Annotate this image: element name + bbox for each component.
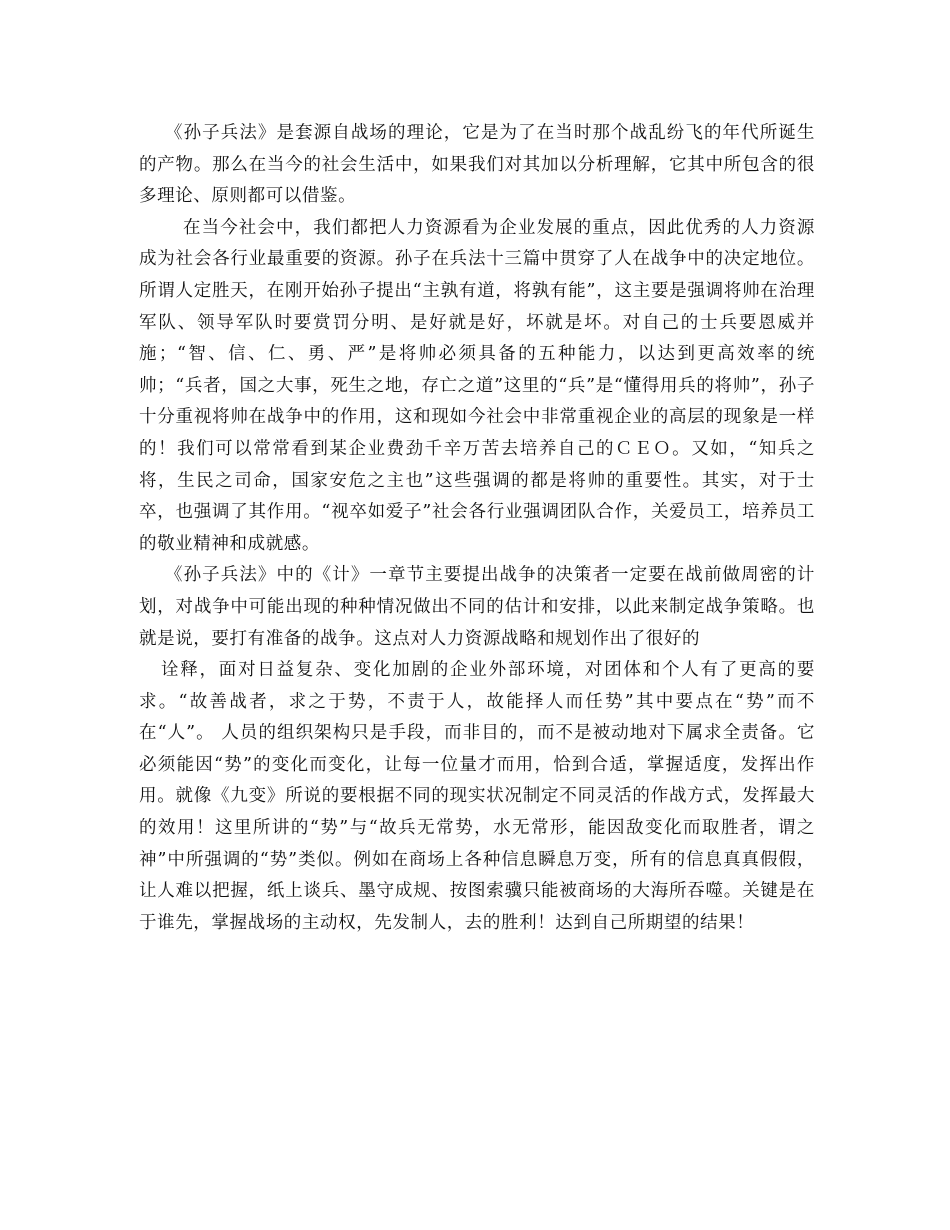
paragraph-planning: 《孙子兵法》中的《计》一章节主要提出战争的决策者一定要在战前做周密的计划，对战争中可能出现的种种情况做出不同的估计和安排，以此来制定战争策略。也就是说，要打有准备的战争。这点对人力资源战略和规划作出了很好的 — [139, 565, 815, 649]
paragraph-human-resources: 在当今社会中，我们都把人力资源看为企业发展的重点，因此优秀的人力资源成为社会各行业最重要的资源。孙子在兵法十三篇中贯穿了人在战争中的决定地位。所谓人定胜天，在刚开始孙子提出“主孰有道，将孰有能”，这主要是强调将帅在治理军队、领导军队时要赏罚分明、是好就是好，坏就是坏。对自己的士兵要恩威并施；“智、信、仁、勇、严”是将帅必须具备的五种能力，以达到更高效率的统帅；“兵者，国之大事，死生之地，存亡之道”这里的“兵”是“懂得用兵的将帅”，孙子十分重视将帅在战争中的作用，这和现如今社会中非常重视企业的高层的现象是一样的！我们可以常常看到某企业费劲千辛万苦去培养自己的ＣＥＯ。又如，“知兵之将，生民之司命，国家安危之主也”这些强调的都是将帅的重要性。其实，对于士卒，也强调了其作用。“视卒如爱子”社会各行业强调团队合作，关爱员工，培养员工的敬业精神和成就感。 — [139, 217, 815, 554]
paragraph-intro: 《孙子兵法》是套源自战场的理论，它是为了在当时那个战乱纷飞的年代所诞生的产物。那么在当今的社会生活中，如果我们对其加以分析理解，它其中所包含的很多理论、原则都可以借鉴。 — [139, 123, 815, 207]
paragraph-situation: 诠释，面对日益复杂、变化加剧的企业外部环境，对团体和个人有了更高的要求。“故善战者，求之于势，不责于人，故能择人而任势”其中要点在“势”而不在“人”。 人员的组织架构只是手段，而非目的，而不是被动地对下属求全责备。它必须能因“势”的变化而变化，让每一位量才而用，恰到合适，掌握适度，发挥出作用。就像《九变》所说的要根据不同的现实状况制定不同灵活的作战方式，发挥最大的效用！这里所讲的“势”与“故兵无常势，水无常形，能因敌变化而取胜者，谓之神”中所强调的“势”类似。例如在商场上各种信息瞬息万变，所有的信息真真假假，让人难以把握，纸上谈兵、墨守成规、按图索骥只能被商场的大海所吞噬。关键是在于谁先，掌握战场的主动权，先发制人，去的胜利！达到自己所期望的结果！ — [139, 660, 815, 933]
document-body — [139, 118, 815, 939]
